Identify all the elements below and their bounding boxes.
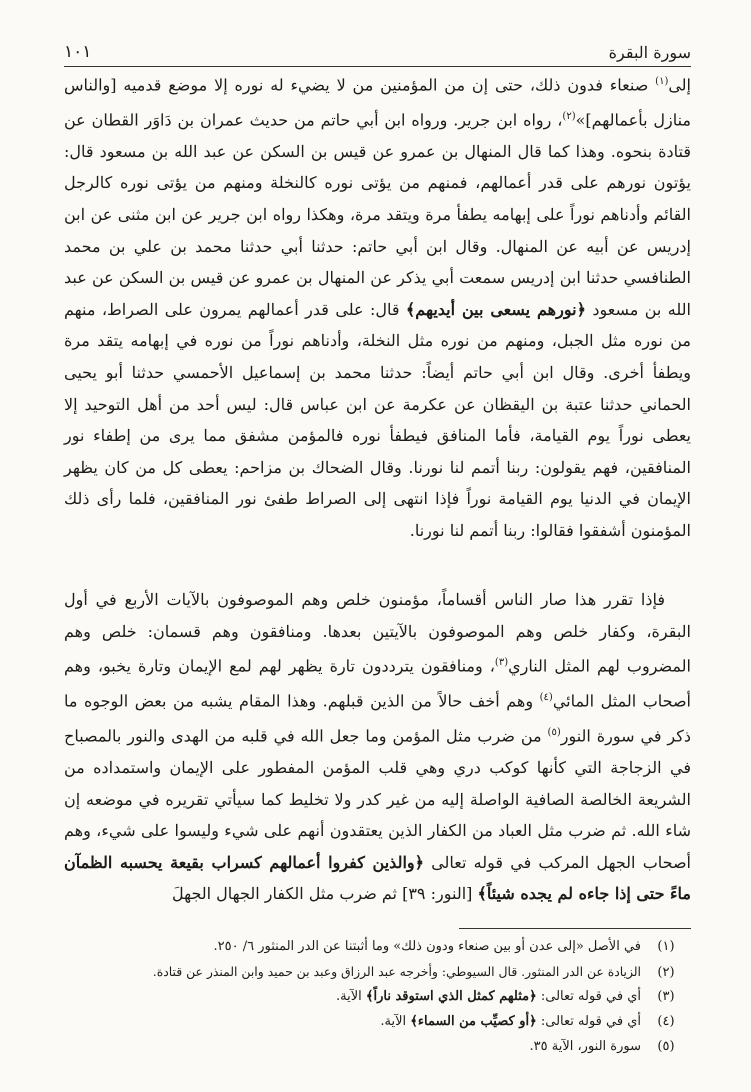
footnote-ref-4[interactable]: (٤) — [539, 692, 553, 704]
footnote-text: سورة النور، الآية ٣٥. — [529, 1039, 641, 1054]
footnote — [64, 934, 691, 959]
text-run: [النور: ٣٩] ثم ضرب مثل الكفار الجهال الجهلَ — [171, 884, 478, 904]
footnote-ref-3[interactable]: (٣) — [494, 657, 509, 669]
quran-quote: ﴿أو كصيِّب من السماء﴾ — [410, 1014, 537, 1029]
page-number: ١٠١ — [64, 42, 92, 62]
footnote-text: أي في قوله تعالى: ﴿أو كصيِّب من السماء﴾ الآية. — [380, 1014, 641, 1029]
footnote-number: (١) — [657, 939, 675, 954]
footnote — [64, 1034, 691, 1059]
footnote-number: (٥) — [657, 1039, 675, 1054]
text-run: قال: على قدر أعمالهم يمرون على الصراط، منهم من نوره مثل الجبل، ومنهم من نوره مثل النخلة، وأدناهم نوراً من نوره في إبهامه يتقد مرة ويطفأ أخرى. وقال ابن أبي حاتم أيضاً: حدثنا محمد بن إسماعيل الأحمسي حدثنا أبو يحيى الحماني حدثنا عتبة بن اليقظان عن عكرمة عن ابن عباس قال: ليس أحد من أهل التوحيد إلا يعطى نوراً يوم القيامة، فأما المنافق فيطفأ نوره فالمؤمن مشفق مما يرى من إطفاء نور المنافقين، فهم يقولون: ربنا أتمم لنا نورنا. وقال الضحاك بن مزاحم: يعطى كل من كان يظهر الإيمان في الدنيا يوم القيامة نوراً فإذا انتهى إلى الصراط طفئ نور المنافقين، فلما رأى ذلك المؤمنون أشفقوا فقالوا: ربنا أتمم لنا نورنا. — [64, 299, 691, 540]
footnote-ref-1[interactable]: (١) — [655, 76, 669, 87]
page-header — [64, 36, 691, 67]
text-run: إلى — [668, 75, 691, 95]
footnote-text: في الأصل «إلى عدن أو بين صنعاء ودون ذلك» وما أثبتنا عن الدر المنثور ٦/ ٢٥٠. — [213, 939, 641, 954]
footnote — [64, 984, 691, 1009]
text-run: ، رواه ابن جرير. ورواه ابن أبي حاتم من حديث عمران بن دَاوَر القطان عن قتادة بنحوه. وهذا كما قال المنهال بن عمرو عن قيس بن السكن عن عبد الله بن مسعود قال: يؤتون نورهم على قدر أعمالهم، فمنهم من يؤتى نوره كالنخلة ومنهم من يؤتى نوره كالرجل القائم وأدناهم نوراً على إبهامه يطفأ مرة ويتقد مرة، وهكذا رواه ابن جرير عن ابن مثنى عن ابن إدريس عن أبيه عن المنهال. وقال ابن أبي حاتم: حدثنا أبي حدثنا محمد بن علي بن محمد الطنافسي حدثنا ابن إدريس سمعت أبي يذكر عن المنهال بن عمرو عن قيس بن السكن عن عبد الله بن مسعود — [64, 110, 691, 319]
text-run: وهم أخف حالاً من الذين قبلهم. وهذا المقام يشبه من بعض الوجوه ما ذكر في سورة النور — [64, 691, 692, 746]
footnote-number: (٢) — [657, 965, 675, 980]
footnote-ref-5[interactable]: (٥) — [547, 727, 561, 739]
footnote-ref-2[interactable]: (٢) — [562, 110, 576, 122]
footnote-number: (٣) — [657, 989, 675, 1004]
footnote-number: (٤) — [657, 1014, 675, 1029]
quran-quote: ﴿والذين كفروا أعمالهم كسراب بقيعة يحسبه الظمآن ماءً حتى إذا جاءه لم يجده شيئاً﴾ — [64, 852, 691, 904]
footnote-text: الزيادة عن الدر المنثور. قال السيوطي: وأخرجه عبد الرزاق وعبد بن حميد وابن المنذر عن قتادة. — [152, 964, 641, 979]
quran-quote: ﴿نورهم يسعى بين أيديهم﴾ — [405, 299, 586, 319]
paragraph-1 — [64, 66, 691, 547]
text-run: ، ومنافقون يترددون تارة يظهر لهم لمع الإيمان وتارة يخبو، وهم أصحاب المثل المائي — [64, 656, 692, 711]
footnote — [64, 1009, 691, 1034]
text-run: صنعاء فدون ذلك، حتى إن من المؤمنين من لا يضيء له نوره إلا موضع قدميه [والناس منازل بأعمالهم]» — [64, 75, 692, 130]
quran-quote: ﴿مثلهم كمثل الذي استوقد ناراً﴾ — [365, 989, 537, 1004]
surah-title: سورة البقرة — [608, 43, 691, 62]
footnotes — [64, 934, 691, 1059]
paragraph-2 — [64, 584, 691, 910]
footnote-divider — [459, 928, 691, 929]
text-run: من ضرب مثل المؤمن وما جعل الله في قلبه من الهدى والنور بالمصباح في الزجاجة التي كأنها كوكب دري وهي قلب المؤمن المفطور على الإيمان واستمداده من الشريعة الخالصة الصافية الواصلة إليه من غير كدر ولا تخليط كما سيأتي تقريره في موضعه إن شاء الله. ثم ضرب مثل العباد من الكفار الذين يعتقدون أنهم على شيء وليسوا على شيء، وهم أصحاب الجهل المركب في قوله تعالى — [64, 726, 691, 872]
footnote-text: أي في قوله تعالى: ﴿مثلهم كمثل الذي استوقد ناراً﴾ الآية. — [335, 989, 641, 1004]
footnote — [64, 959, 691, 984]
text-run: فإذا تقرر هذا صار الناس أقساماً، مؤمنون خلص وهم الموصوفون بالآيات الأربع في أول البقرة، وكفار خلص وهم الموصوفون بالآيتين بعدها. ومنافقون وهم قسمان: خلص وهم المضروب لهم المثل الناري — [64, 590, 691, 676]
